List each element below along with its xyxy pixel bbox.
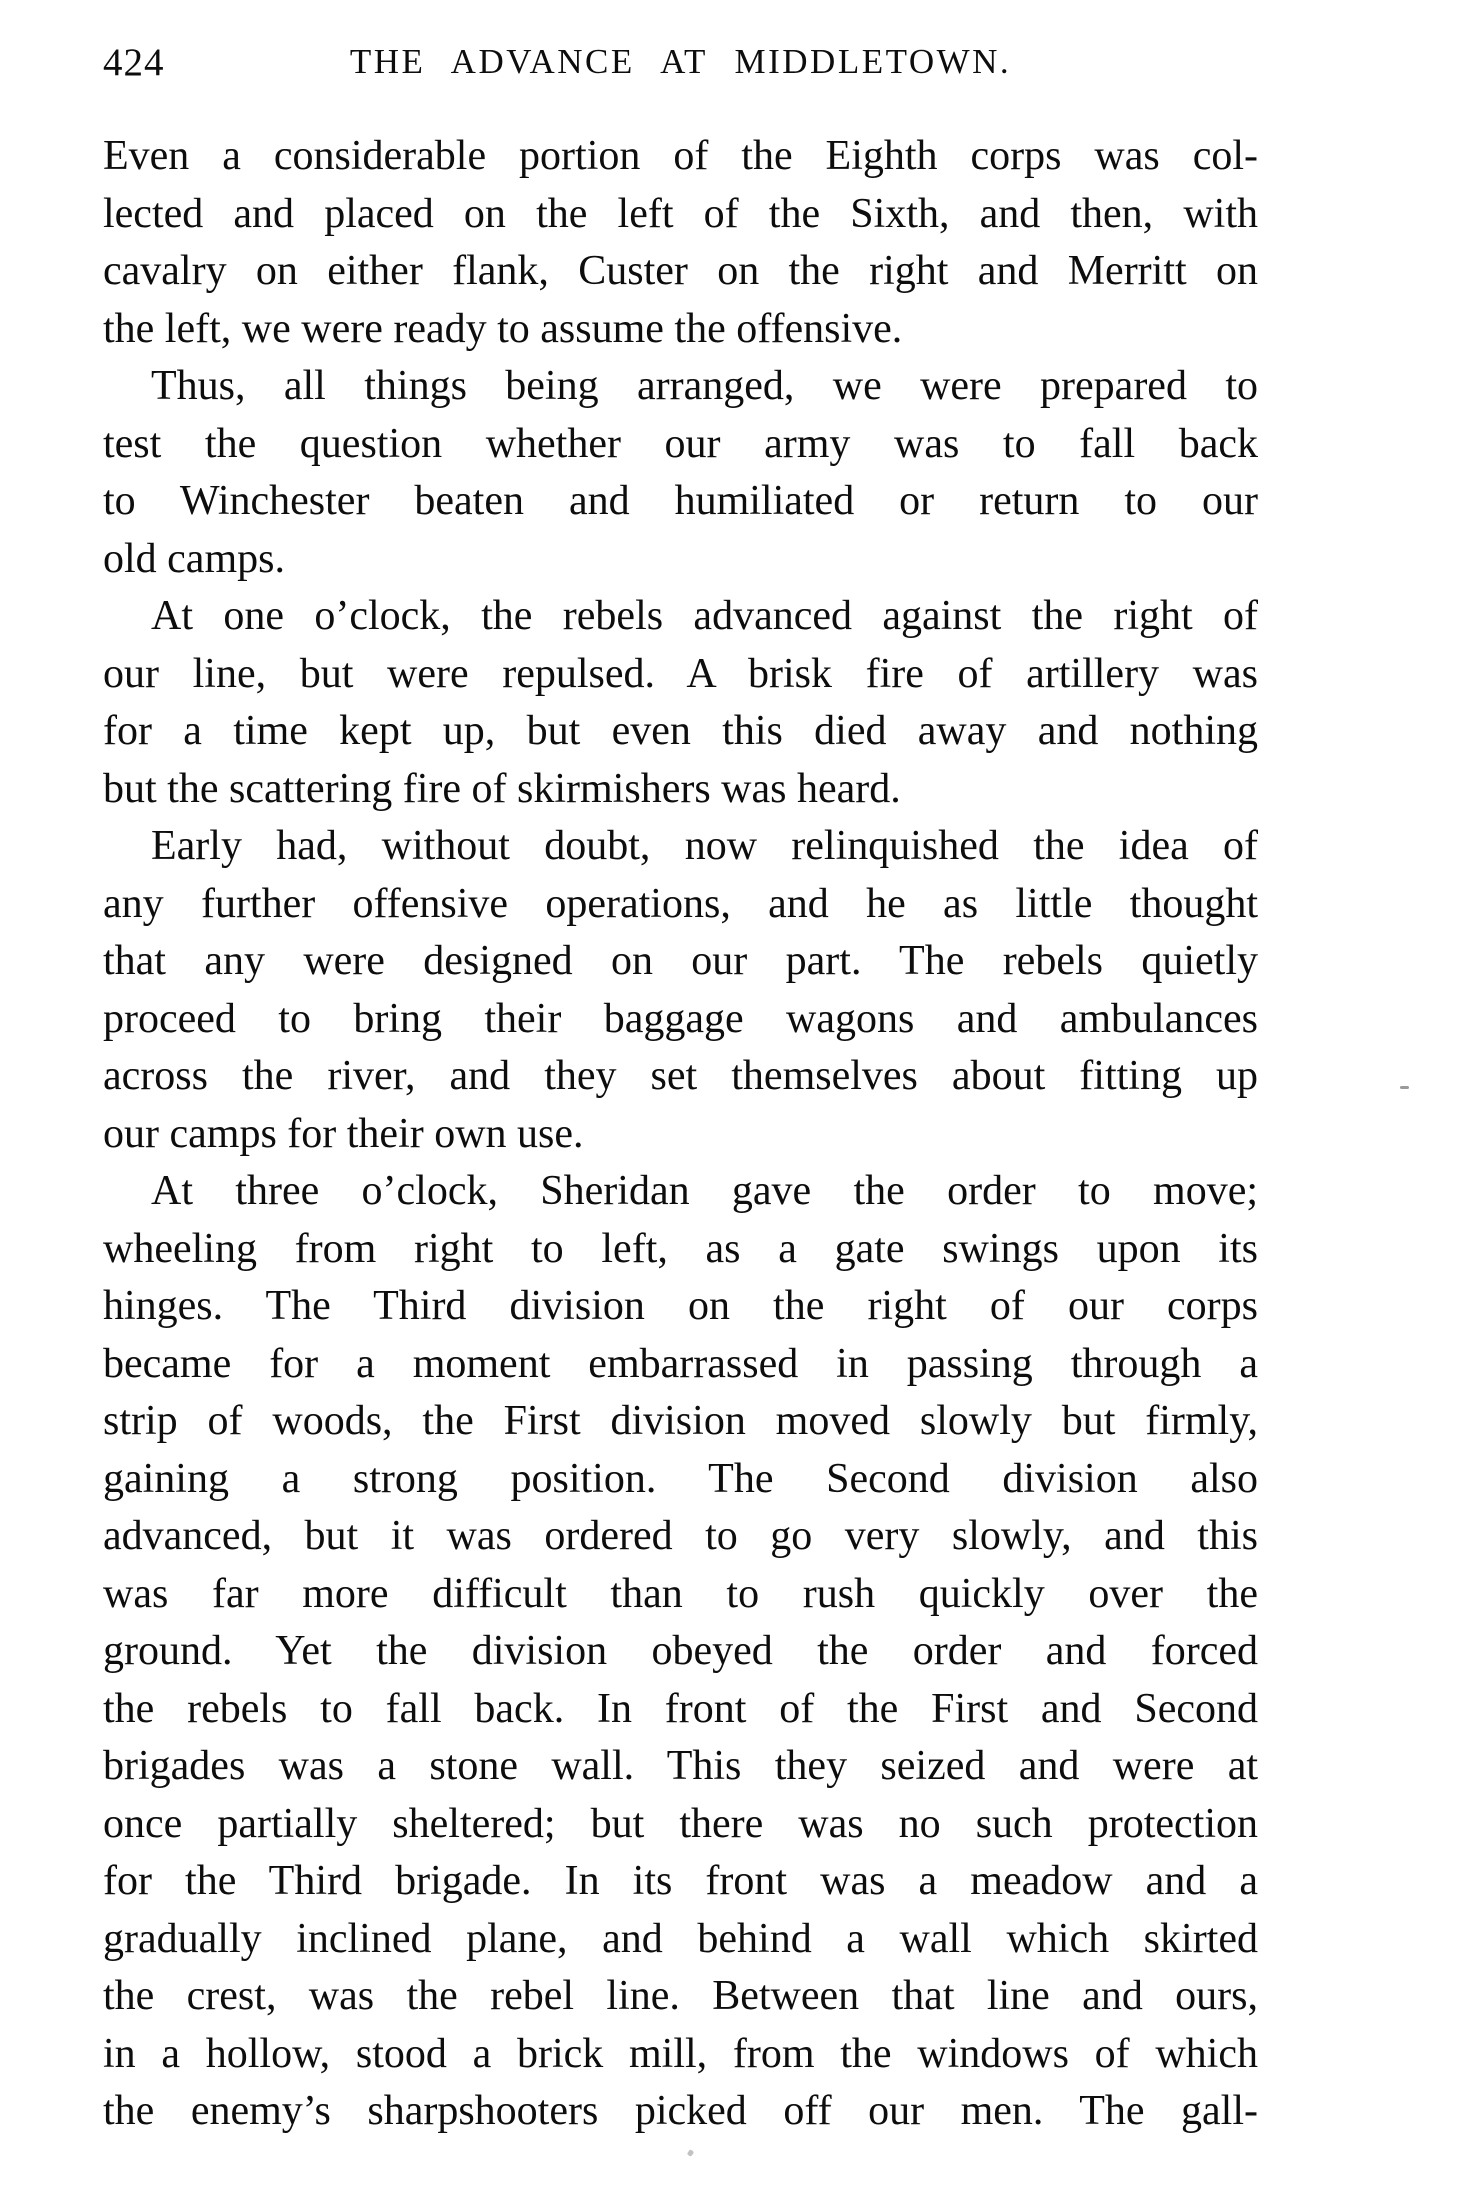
text-line: that any were designed on our part. The rebels quietly [103, 938, 1258, 984]
text-line: our line, but were repulsed. A brisk fire of artillery was [103, 650, 1258, 697]
text-line: any further offensive operations, and he as little thought [103, 880, 1258, 927]
page-header [103, 40, 1258, 90]
text-line: but the scattering fire of skirmishers was heard. [103, 765, 901, 812]
text-line: advanced, but it was ordered to go very slowly, and this [103, 1513, 1258, 1559]
text-line: our camps for their own use. [103, 1110, 584, 1157]
text-line: proceed to bring their baggage wagons and ambulances [103, 995, 1258, 1042]
running-title: THE ADVANCE AT MIDDLETOWN. [349, 42, 1012, 81]
text-line: strip of woods, the First division moved slowly but firmly, [103, 1398, 1258, 1444]
text-line: test the question whether our army was to fall back [103, 420, 1258, 467]
text-line: the enemy’s sharpshooters picked off our men. The gall- [103, 2088, 1258, 2134]
text-line: once partially sheltered; but there was no such protection [103, 1800, 1258, 1847]
text-line: for a time kept up, but even this died away and nothing [103, 708, 1258, 754]
text-line: the crest, was the rebel line. Between that line and ours, [103, 1973, 1258, 2019]
text-line: for the Third brigade. In its front was a meadow and a [103, 1858, 1258, 1904]
scan-speck [1400, 1086, 1409, 1089]
text-line: the left, we were ready to assume the offensive. [103, 305, 903, 352]
body-text [103, 128, 1258, 2141]
text-line: Early had, without doubt, now relinquished the idea of [151, 823, 1258, 869]
text-line: At three o’clock, Sheridan gave the order to move; [151, 1168, 1258, 1214]
text-line: gaining a strong position. The Second division also [103, 1455, 1258, 1502]
text-line: hinges. The Third division on the right of our corps [103, 1283, 1258, 1329]
text-line: was far more difficult than to rush quickly over the [103, 1570, 1258, 1617]
text-line: lected and placed on the left of the Sixth, and then, with [103, 190, 1258, 237]
scan-speck [687, 2149, 695, 2157]
text-line: wheeling from right to left, as a gate swings upon its [103, 1225, 1258, 1272]
text-line: cavalry on either flank, Custer on the right and Merritt on [103, 248, 1258, 294]
text-line: Even a considerable portion of the Eighth corps was col- [103, 133, 1258, 179]
text-line: At one o’clock, the rebels advanced against the right of [151, 593, 1258, 639]
page-number: 424 [103, 41, 165, 84]
text-line: Thus, all things being arranged, we were prepared to [151, 363, 1258, 409]
text-line: brigades was a stone wall. This they seized and were at [103, 1743, 1258, 1789]
text-line: gradually inclined plane, and behind a wall which skirted [103, 1915, 1258, 1962]
text-line: old camps. [103, 535, 285, 582]
text-line: across the river, and they set themselves about fitting up [103, 1053, 1258, 1099]
text-line: became for a moment embarrassed in passing through a [103, 1340, 1258, 1387]
text-line: ground. Yet the division obeyed the order and forced [103, 1628, 1258, 1674]
text-line: the rebels to fall back. In front of the First and Second [103, 1685, 1258, 1732]
text-line: in a hollow, stood a brick mill, from the windows of which [103, 2030, 1258, 2077]
text-line: to Winchester beaten and humiliated or return to our [103, 478, 1258, 524]
